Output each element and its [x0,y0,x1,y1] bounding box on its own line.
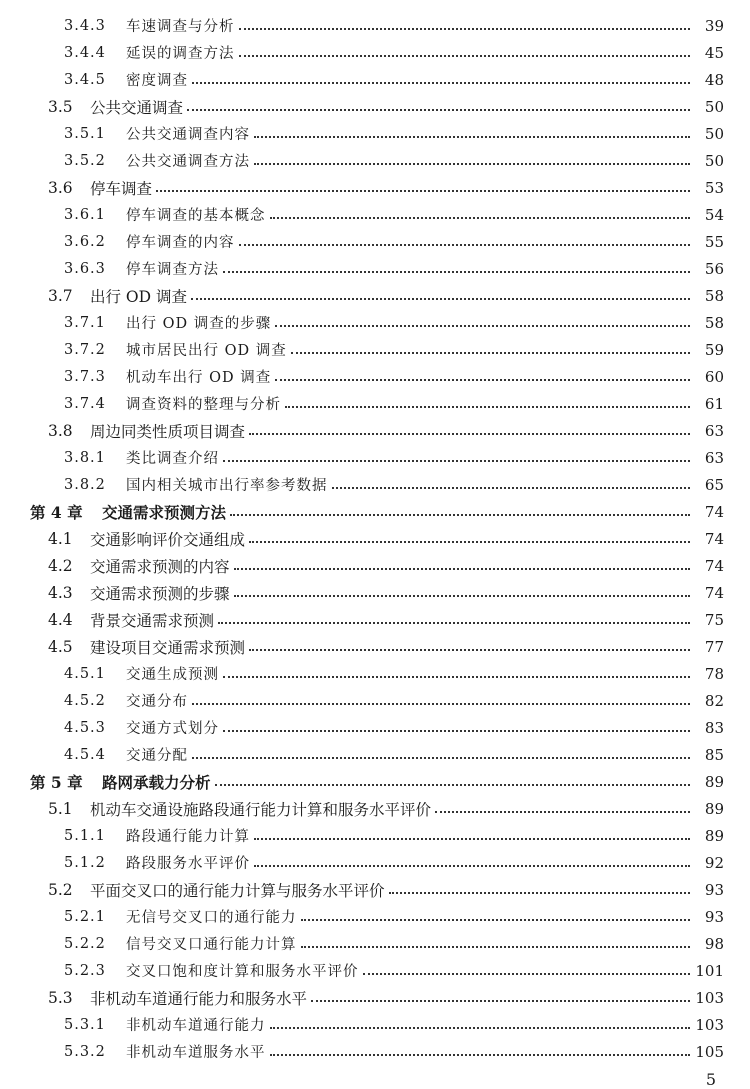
toc-subsection-entry[interactable] [0,957,750,984]
dot-leader [389,892,690,894]
dot-leader [285,406,690,408]
dot-leader [223,460,690,462]
dot-leader [270,217,691,219]
toc-subsection-entry[interactable] [0,228,750,255]
toc-entry-title: 非机动车道通行能力和服务水平 [90,989,308,1008]
dot-leader [234,595,690,597]
toc-section-entry[interactable] [0,579,750,606]
dot-leader [249,433,690,435]
toc-entry-title: 机动车出行 OD 调查 [126,370,272,386]
toc-entry-title: 停车调查 [90,179,153,198]
toc-entry-page: 78 [704,664,724,683]
toc-entry-number: 3.8.1 [64,449,106,466]
toc-entry-number: 3.4.3 [64,17,106,34]
toc-subsection-entry[interactable] [0,660,750,687]
toc-entry-page: 56 [704,259,724,278]
toc-entry-title: 非机动车道通行能力 [126,1018,266,1034]
toc-entry-title: 交通生成预测 [126,667,219,683]
toc-entry-page: 92 [704,853,724,872]
dot-leader [254,136,690,138]
dot-leader [332,487,691,489]
toc-entry-page: 63 [704,421,724,440]
toc-entry-number: 4.5.4 [64,746,106,763]
toc-entry-title: 出行 OD 调查 [90,287,187,306]
toc-subsection-entry[interactable] [0,255,750,282]
toc-entry-page: 75 [704,610,724,629]
toc-entry-title: 城市居民出行 OD 调查 [126,343,287,359]
toc-entry-title: 平面交叉口的通行能力计算与服务水平评价 [90,881,385,900]
toc-entry-number: 5.2 [48,880,73,899]
toc-entry-title: 路段服务水平评价 [126,856,250,872]
toc-entry-title: 交通分配 [126,748,188,764]
toc-entry-page: 83 [704,718,724,737]
toc-entry-page: 103 [695,1015,724,1034]
toc-entry-title: 公共交通调查 [90,98,184,117]
dot-leader [230,514,690,516]
toc-entry-title: 路网承载力分析 [102,772,211,792]
toc-entry-number: 第 4 章 [30,502,83,522]
toc-entry-title: 交通分布 [126,694,188,710]
toc-entry-page: 48 [704,70,724,89]
toc-entry-title: 密度调查 [126,73,188,89]
toc-subsection-entry[interactable] [0,390,750,417]
toc-entry-page: 82 [704,691,724,710]
toc-subsection-entry[interactable] [0,903,750,930]
toc-subsection-entry[interactable] [0,687,750,714]
toc-entry-page: 58 [704,313,724,332]
dot-leader [223,676,690,678]
toc-subsection-entry[interactable] [0,336,750,363]
dot-leader [254,865,690,867]
dot-leader [254,838,690,840]
toc-section-entry[interactable] [0,417,750,444]
toc-subsection-entry[interactable] [0,714,750,741]
dot-leader [249,541,690,543]
dot-leader [435,811,690,813]
dot-leader [291,352,690,354]
toc-chapter-entry[interactable] [0,768,750,795]
dot-leader [218,622,690,624]
toc-entry-number: 3.4.4 [64,44,106,61]
toc-entry-number: 3.5.1 [64,125,106,142]
toc-entry-page: 93 [704,880,724,899]
toc-entry-number: 4.5.1 [64,665,106,682]
toc-entry-number: 4.3 [48,583,73,602]
toc-entry-page: 58 [704,286,724,305]
toc-entry-number: 3.4.5 [64,71,106,88]
toc-section-entry[interactable] [0,93,750,120]
dot-leader [192,82,690,84]
toc-entry-title: 国内相关城市出行率参考数据 [126,478,328,494]
dot-leader [270,1027,691,1029]
toc-entry-page: 50 [704,124,724,143]
toc-section-entry[interactable] [0,525,750,552]
toc-entry-number: 5.2.2 [64,935,106,952]
toc-entry-title: 交通影响评价交通组成 [90,530,246,549]
toc-entry-title: 交通需求预测的步骤 [90,584,230,603]
dot-leader [192,757,690,759]
toc-subsection-entry[interactable] [0,12,750,39]
toc-entry-title: 交通需求预测的内容 [90,557,230,576]
toc-chapter-entry[interactable] [0,498,750,525]
dot-leader [187,109,690,111]
toc-section-entry[interactable] [0,876,750,903]
toc-entry-number: 第 5 章 [30,772,83,792]
toc-subsection-entry[interactable] [0,444,750,471]
toc-entry-page: 54 [704,205,724,224]
toc-entry-number: 3.6.2 [64,233,106,250]
toc-entry-number: 4.5.2 [64,692,106,709]
toc-entry-number: 4.2 [48,556,73,575]
toc-entry-title: 停车调查的基本概念 [126,208,266,224]
dot-leader [311,1000,690,1002]
toc-entry-title: 停车调查方法 [126,262,219,278]
toc-entry-number: 3.7.1 [64,314,106,331]
toc-entry-title: 周边同类性质项目调查 [90,422,246,441]
toc-entry-page: 74 [704,556,724,575]
toc-entry-page: 89 [704,826,724,845]
toc-entry-page: 59 [704,340,724,359]
dot-leader [192,703,690,705]
toc-entry-title: 交通方式划分 [126,721,219,737]
toc-subsection-entry[interactable] [0,120,750,147]
toc-entry-page: 74 [704,529,724,548]
toc-entry-number: 5.1.2 [64,854,106,871]
toc-entry-page: 45 [704,43,724,62]
toc-entry-number: 5.3 [48,988,73,1007]
toc-entry-page: 53 [704,178,724,197]
toc-section-entry[interactable] [0,795,750,822]
toc-entry-page: 60 [704,367,724,386]
dot-leader [191,298,690,300]
toc-subsection-entry[interactable] [0,363,750,390]
toc-subsection-entry[interactable] [0,930,750,957]
toc-entry-page: 61 [704,394,724,413]
toc-subsection-entry[interactable] [0,849,750,876]
toc-entry-title: 车速调查与分析 [126,19,235,35]
toc-section-entry[interactable] [0,552,750,579]
toc-entry-title: 建设项目交通需求预测 [90,638,246,657]
toc-entry-page: 65 [704,475,724,494]
toc-entry-page: 93 [704,907,724,926]
toc-entry-number: 3.6 [48,178,73,197]
dot-leader [223,730,690,732]
toc-entry-title: 类比调查介绍 [126,451,219,467]
toc-entry-page: 74 [704,502,724,521]
toc-entry-title: 路段通行能力计算 [126,829,250,845]
toc-entry-number: 5.3.2 [64,1043,106,1060]
toc-entry-page: 63 [704,448,724,467]
table-of-contents [0,12,750,1065]
toc-subsection-entry[interactable] [0,201,750,228]
toc-entry-number: 3.7.4 [64,395,106,412]
toc-entry-number: 5.2.3 [64,962,106,979]
toc-entry-number: 4.1 [48,529,73,548]
page-number: 5 [705,1070,716,1089]
toc-subsection-entry[interactable] [0,1038,750,1065]
dot-leader [363,973,691,975]
toc-subsection-entry[interactable] [0,741,750,768]
toc-entry-title: 信号交叉口通行能力计算 [126,937,297,953]
toc-entry-number: 3.6.3 [64,260,106,277]
toc-section-entry[interactable] [0,174,750,201]
toc-entry-page: 103 [695,988,724,1007]
toc-entry-title: 调查资料的整理与分析 [126,397,281,413]
toc-entry-page: 89 [704,799,724,818]
toc-entry-number: 3.8.2 [64,476,106,493]
dot-leader [249,649,690,651]
toc-section-entry[interactable] [0,282,750,309]
toc-entry-number: 3.6.1 [64,206,106,223]
dot-leader [156,190,690,192]
toc-entry-page: 50 [704,97,724,116]
toc-entry-page: 39 [704,16,724,35]
toc-subsection-entry[interactable] [0,309,750,336]
toc-entry-number: 3.7.2 [64,341,106,358]
toc-section-entry[interactable] [0,633,750,660]
toc-entry-page: 105 [695,1042,724,1061]
toc-entry-number: 3.5 [48,97,73,116]
dot-leader [239,28,691,30]
toc-entry-title: 无信号交叉口的通行能力 [126,910,297,926]
toc-subsection-entry[interactable] [0,1011,750,1038]
toc-entry-number: 3.7.3 [64,368,106,385]
toc-entry-page: 98 [704,934,724,953]
dot-leader [239,244,691,246]
toc-entry-number: 4.5 [48,637,73,656]
dot-leader [275,379,690,381]
toc-subsection-entry[interactable] [0,822,750,849]
toc-entry-number: 4.5.3 [64,719,106,736]
toc-entry-number: 3.7 [48,286,73,305]
toc-entry-title: 公共交通调查方法 [126,154,250,170]
toc-entry-number: 5.1.1 [64,827,106,844]
toc-entry-title: 背景交通需求预测 [90,611,215,630]
toc-section-entry[interactable] [0,984,750,1011]
toc-subsection-entry[interactable] [0,66,750,93]
toc-entry-number: 4.4 [48,610,73,629]
dot-leader [254,163,690,165]
toc-entry-number: 5.2.1 [64,908,106,925]
toc-entry-title: 交叉口饱和度计算和服务水平评价 [126,964,359,980]
dot-leader [239,55,691,57]
dot-leader [301,919,691,921]
dot-leader [223,271,690,273]
toc-entry-number: 5.1 [48,799,73,818]
toc-entry-number: 5.3.1 [64,1016,106,1033]
toc-entry-title: 交通需求预测方法 [102,502,227,522]
toc-entry-title: 延误的调查方法 [126,46,235,62]
toc-entry-title: 停车调查的内容 [126,235,235,251]
toc-entry-page: 50 [704,151,724,170]
dot-leader [234,568,690,570]
toc-entry-number: 3.8 [48,421,73,440]
toc-subsection-entry[interactable] [0,39,750,66]
toc-entry-page: 74 [704,583,724,602]
toc-section-entry[interactable] [0,606,750,633]
toc-subsection-entry[interactable] [0,147,750,174]
toc-entry-title: 机动车交通设施路段通行能力计算和服务水平评价 [90,800,432,819]
dot-leader [275,325,690,327]
toc-entry-title: 非机动车道服务水平 [126,1045,266,1061]
dot-leader [270,1054,691,1056]
toc-entry-page: 101 [695,961,724,980]
toc-entry-page: 55 [704,232,724,251]
toc-entry-page: 77 [704,637,724,656]
toc-entry-title: 公共交通调查内容 [126,127,250,143]
toc-entry-number: 3.5.2 [64,152,106,169]
toc-entry-title: 出行 OD 调查的步骤 [126,316,272,332]
dot-leader [215,784,690,786]
dot-leader [301,946,691,948]
toc-entry-page: 85 [704,745,724,764]
toc-entry-page: 89 [704,772,724,791]
toc-subsection-entry[interactable] [0,471,750,498]
